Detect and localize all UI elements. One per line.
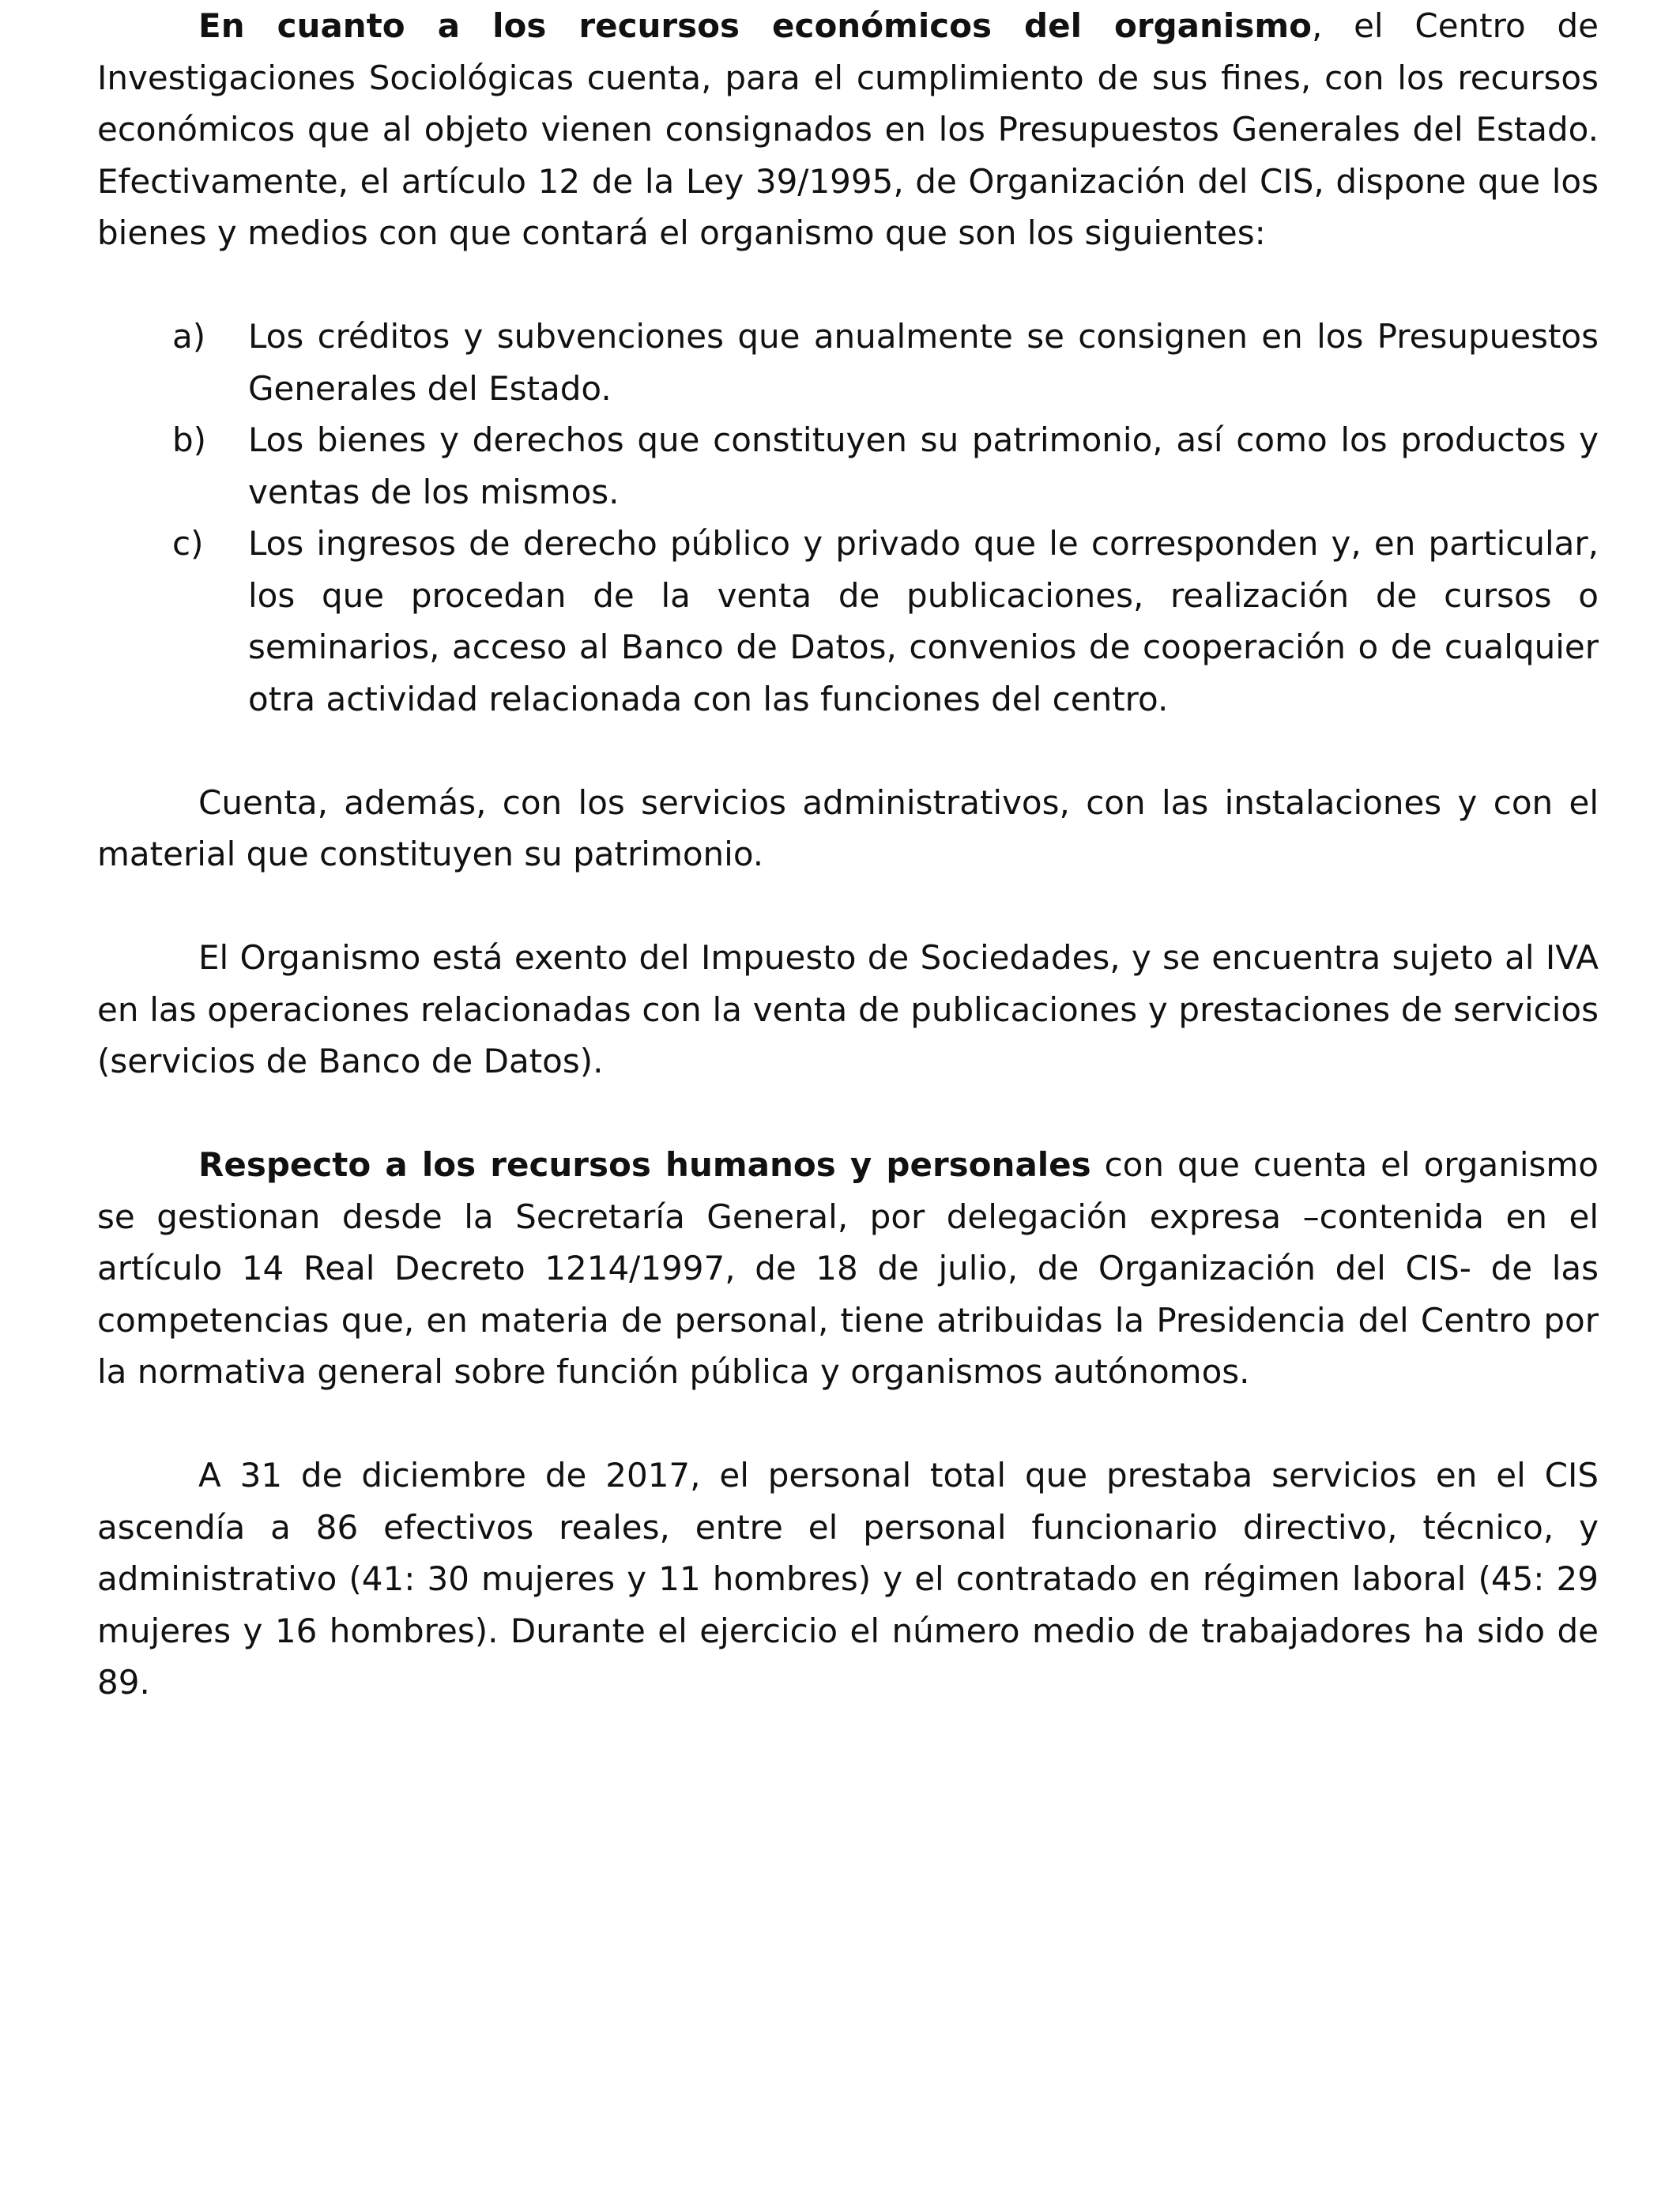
- paragraph-staff-figures: A 31 de diciembre de 2017, el personal total que prestaba servicios en el CIS ascendía a 86 efectivos reales, entre el personal funcionario directivo, técnico, y administrativo (41: 30 mujeres y 11 hombres) y el contratado en régimen laboral (45: 29 mujeres y 16 hombres). Durante el ejercicio el número medio de trabajadores ha sido de 89.: [97, 1456, 1599, 1702]
- paragraph-economic-resources: [97, 0, 1599, 259]
- list-marker: c): [172, 524, 204, 563]
- paragraph-tax-status: El Organismo está exento del Impuesto de Sociedades, y se encuentra sujeto al IVA en las operaciones relacionadas con la venta de publicaciones y prestaciones de servicios (servicios de Banco de Datos).: [97, 938, 1599, 1080]
- economic-resources-text: , el Centro de Investigaciones Sociológicas cuenta, para el cumplimiento de sus fines, con los recursos económicos que al objeto vienen consignados en los Presupuestos Generales del Estado. Efectivamente, el artículo 12 de la Ley 39/1995, de Organización del CIS, dispone que los bienes y medios con que contará el organismo que son los siguientes:: [97, 6, 1599, 252]
- paragraph-human-resources: [97, 1139, 1599, 1398]
- list-item: [97, 518, 1599, 725]
- paragraph-services-material: Cuenta, además, con los servicios administrativos, con las instalaciones y con el material que constituyen su patrimonio.: [97, 782, 1599, 873]
- list-item-text: Los créditos y subvenciones que anualmente se consignen en los Presupuestos Generales del Estado.: [248, 317, 1599, 408]
- list-item-text: Los bienes y derechos que constituyen su patrimonio, así como los productos y ventas de los mismos.: [248, 420, 1599, 511]
- resources-list: [97, 311, 1599, 725]
- list-marker: b): [172, 420, 207, 459]
- document-page: [97, 0, 1599, 1709]
- list-item: [97, 414, 1599, 518]
- economic-resources-heading: En cuanto a los recursos económicos del organismo: [198, 6, 1312, 45]
- list-item: [97, 311, 1599, 414]
- list-item-text: Los ingresos de derecho público y privado que le corresponden y, en particular, los que procedan de la venta de publicaciones, realización de cursos o seminarios, acceso al Banco de Datos, convenios de cooperación o de cualquier otra actividad relacionada con las funciones del centro.: [248, 524, 1599, 718]
- human-resources-heading: Respecto a los recursos humanos y personales: [198, 1145, 1091, 1184]
- human-resources-text: con que cuenta el organismo se gestionan desde la Secretaría General, por delegación expresa –contenida en el artículo 14 Real Decreto 1214/1997, de 18 de julio, de Organización del CIS- de las competencias que, en materia de personal, tiene atribuidas la Presidencia del Centro por la normativa general sobre función pública y organismos autónomos.: [97, 1145, 1599, 1391]
- list-marker: a): [172, 317, 206, 356]
